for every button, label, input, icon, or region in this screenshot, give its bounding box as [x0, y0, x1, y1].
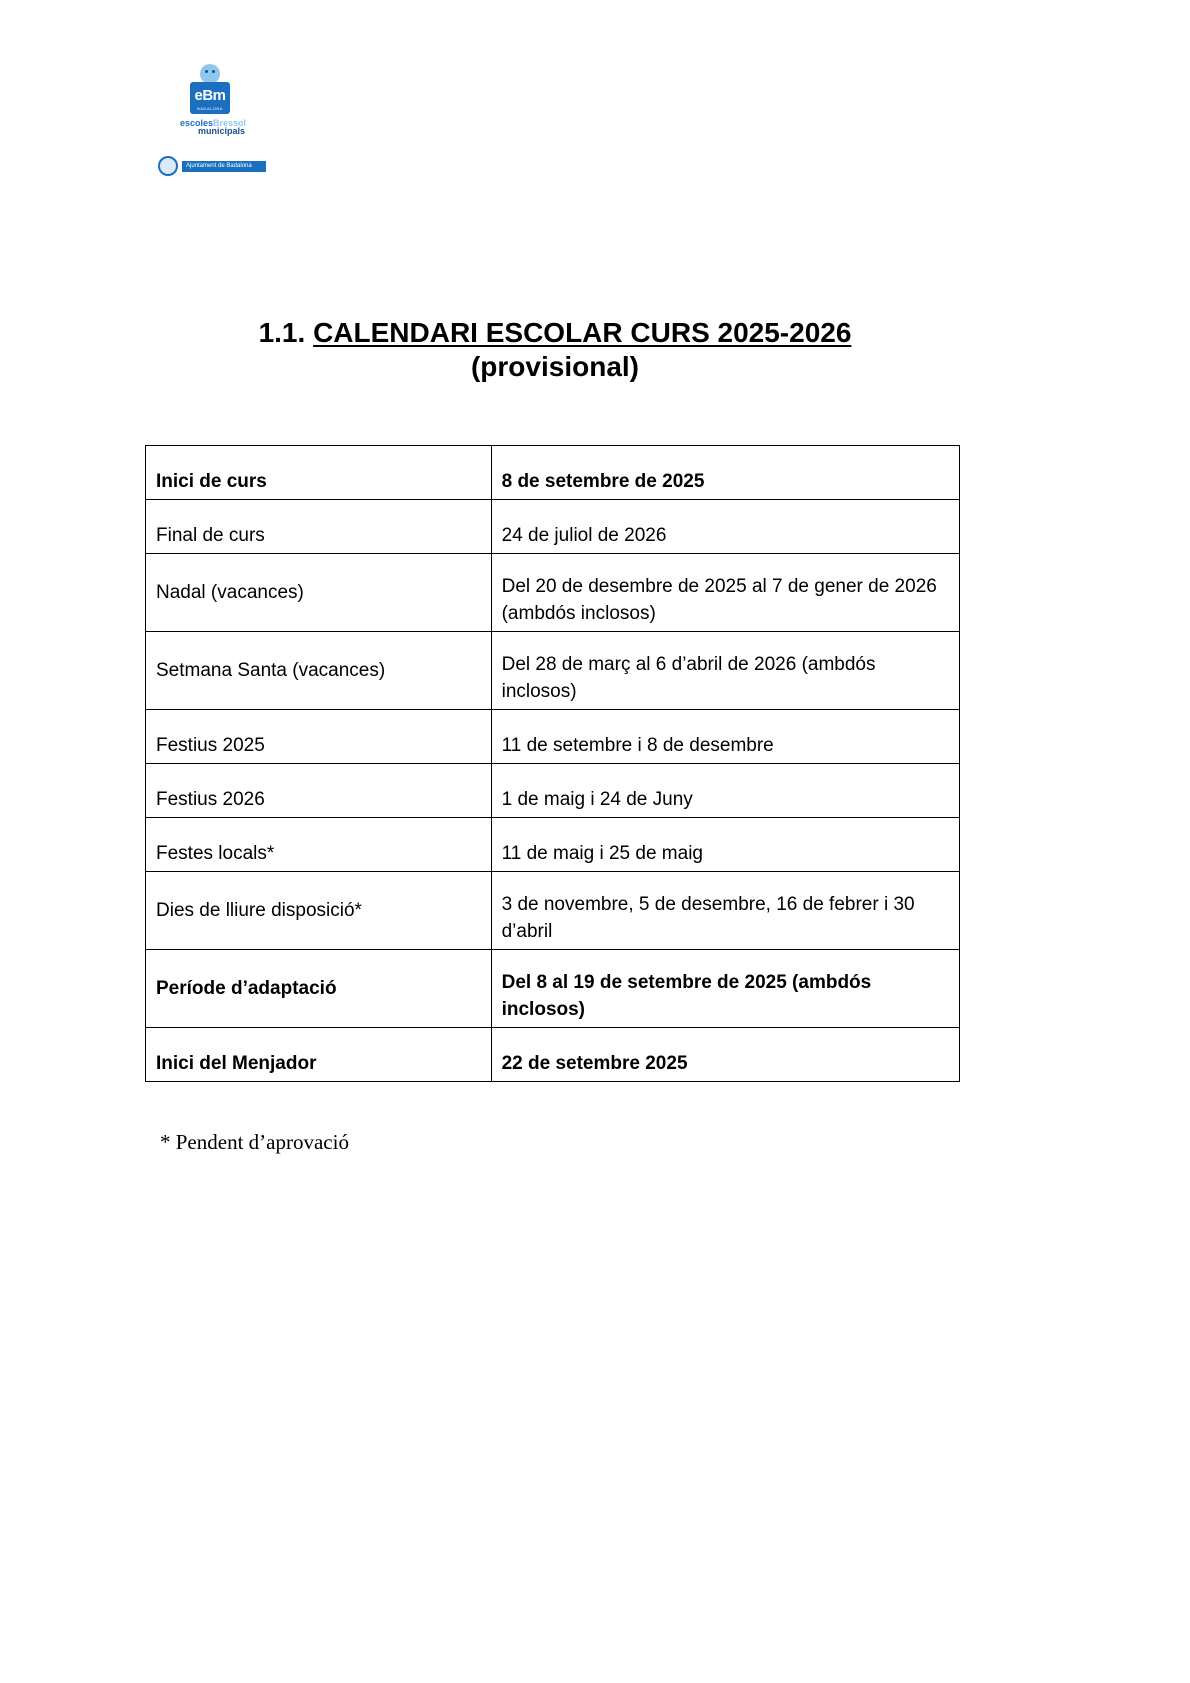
table-row: [146, 818, 960, 872]
ajuntament-label: Ajuntament de Badalona: [182, 161, 266, 172]
table-row: [146, 446, 960, 500]
calendar-table: [145, 445, 960, 1082]
row-value: 11 de setembre i 8 de desembre: [491, 710, 959, 764]
row-value: 11 de maig i 25 de maig: [491, 818, 959, 872]
title-number: 1.1.: [258, 317, 306, 348]
row-value: 8 de setembre de 2025: [491, 446, 959, 500]
bressol-word: Bressol: [213, 118, 247, 128]
row-value: 3 de novembre, 5 de desembre, 16 de febrer i 30 d’abril: [491, 872, 959, 950]
table-row: [146, 872, 960, 950]
row-value: Del 28 de març al 6 d’abril de 2026 (ambdós inclosos): [491, 632, 959, 710]
row-label: Festius 2025: [146, 710, 492, 764]
row-label: Festes locals*: [146, 818, 492, 872]
row-label: Dies de lliure disposició*: [146, 872, 492, 950]
page-title: [0, 316, 1110, 384]
table-row: [146, 710, 960, 764]
row-label: Inici del Menjador: [146, 1028, 492, 1082]
table-row: [146, 632, 960, 710]
row-label: Nadal (vacances): [146, 554, 492, 632]
header-logos: [150, 60, 290, 190]
table-row: [146, 1028, 960, 1082]
title-subtitle: (provisional): [470, 351, 639, 382]
city-seal-icon: [158, 156, 178, 176]
ebm-logo-city: BADALONA: [197, 106, 223, 111]
row-label: Inici de curs: [146, 446, 492, 500]
smiley-face-icon: [200, 64, 220, 84]
table-row: [146, 500, 960, 554]
row-label: Període d’adaptació: [146, 950, 492, 1028]
row-value: Del 8 al 19 de setembre de 2025 (ambdós inclosos): [491, 950, 959, 1028]
escoles-word: escoles: [180, 118, 214, 128]
row-value: 22 de setembre 2025: [491, 1028, 959, 1082]
ajuntament-logo: [158, 156, 278, 178]
table-row: [146, 554, 960, 632]
row-label: Final de curs: [146, 500, 492, 554]
row-value: 1 de maig i 24 de Juny: [491, 764, 959, 818]
row-label: Setmana Santa (vacances): [146, 632, 492, 710]
title-main: CALENDARI ESCOLAR CURS 2025-2026: [313, 317, 852, 348]
footnote: * Pendent d’aprovació: [160, 1130, 349, 1154]
row-label: Festius 2026: [146, 764, 492, 818]
row-value: Del 20 de desembre de 2025 al 7 de gener de 2026 (ambdós inclosos): [491, 554, 959, 632]
table-row: [146, 950, 960, 1028]
table-row: [146, 764, 960, 818]
row-value: 24 de juliol de 2026: [491, 500, 959, 554]
title-line-1: [0, 316, 1110, 350]
ebm-logo-text: eBm: [194, 87, 226, 104]
municipals-text: municipals: [198, 126, 246, 136]
